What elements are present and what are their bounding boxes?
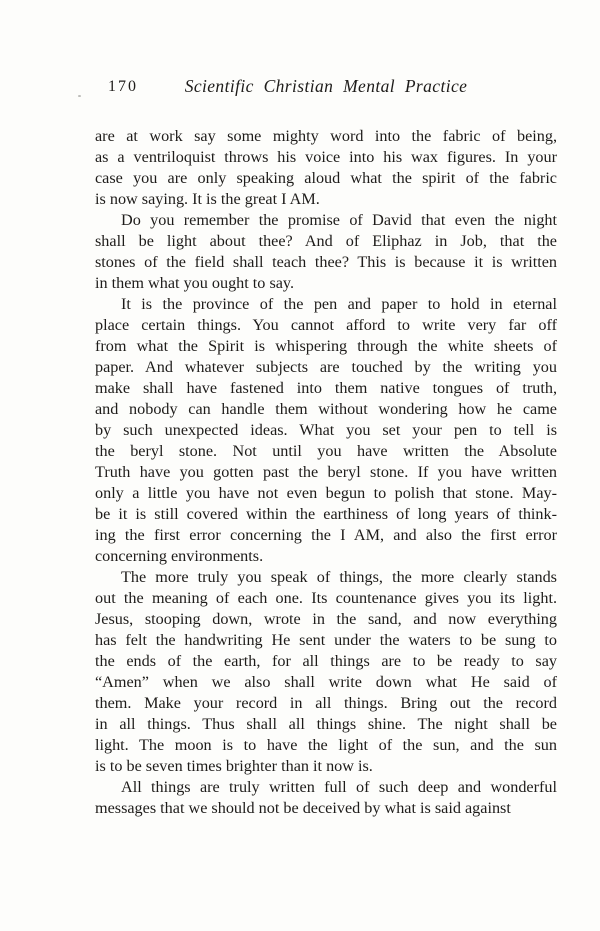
text-line: paper. And whatever subjects are touched by the writing you [95,358,557,376]
text-line: by such unexpected ideas. What you set your pen to tell is [95,421,557,439]
page-number: 170 [108,78,138,95]
text-line: in all things. Thus shall all things shine. The night shall be [95,715,557,733]
text-line: out the meaning of each one. Its countenance gives you its light. [95,589,557,607]
text-line: is now saying. It is the great I AM. [95,190,320,208]
text-line: in them what you ought to say. [95,274,295,292]
paragraph [95,777,557,819]
text-line: only a little you have not even begun to polish that stone. May- [95,484,557,502]
text-line: ing the first error concerning the I AM, and also the first error [95,526,557,544]
running-title: Scientific Christian Mental Practice [184,76,468,96]
text-line: light. The moon is to have the light of the sun, and the sun [95,736,557,754]
paragraph [95,294,557,567]
text-line: are at work say some mighty word into the fabric of being, [95,127,557,145]
text-line: the beryl stone. Not until you have written the Absolute [95,442,557,460]
paragraph [95,210,557,294]
text-line: place certain things. You cannot afford to write very far off [95,316,557,334]
text-line: Truth have you gotten past the beryl stone. If you have written [95,463,557,481]
text-line: them. Make your record in all things. Bring out the record [95,694,557,712]
text-line: case you are only speaking aloud what the spirit of the fabric [95,169,557,187]
page-text [95,126,557,819]
text-line: messages that we should not be deceived by what is said against [95,799,511,817]
scan-speck [78,95,81,97]
paragraph [95,126,557,210]
text-line: the ends of the earth, for all things are to be ready to say [95,652,557,670]
text-line: Jesus, stooping down, wrote in the sand, and now everything [95,610,557,628]
text-line: concerning environments. [95,547,264,565]
page-header [95,76,557,100]
text-line: be it is still covered within the earthiness of long years of think- [95,505,557,523]
text-line: has felt the handwriting He sent under the waters to be sung to [95,631,557,649]
text-line: “Amen” when we also shall write down what He said of [95,673,557,691]
text-line: shall be light about thee? And of Eliphaz in Job, that the [95,232,557,250]
text-line: All things are truly written full of such deep and wonderful [121,778,557,796]
text-line: make shall have fastened into them native tongues of truth, [95,379,557,397]
text-line: stones of the field shall teach thee? This is because it is written [95,253,557,271]
paragraph [95,567,557,777]
text-line: The more truly you speak of things, the more clearly stands [121,568,557,586]
text-line: from what the Spirit is whispering through the white sheets of [95,337,557,355]
text-line: and nobody can handle them without wondering how he came [95,400,557,418]
text-line: It is the province of the pen and paper to hold in eternal [121,295,557,313]
text-line: as a ventriloquist throws his voice into his wax figures. In your [95,148,557,166]
text-line: Do you remember the promise of David that even the night [121,211,557,229]
text-line: is to be seven times brighter than it now is. [95,757,373,775]
